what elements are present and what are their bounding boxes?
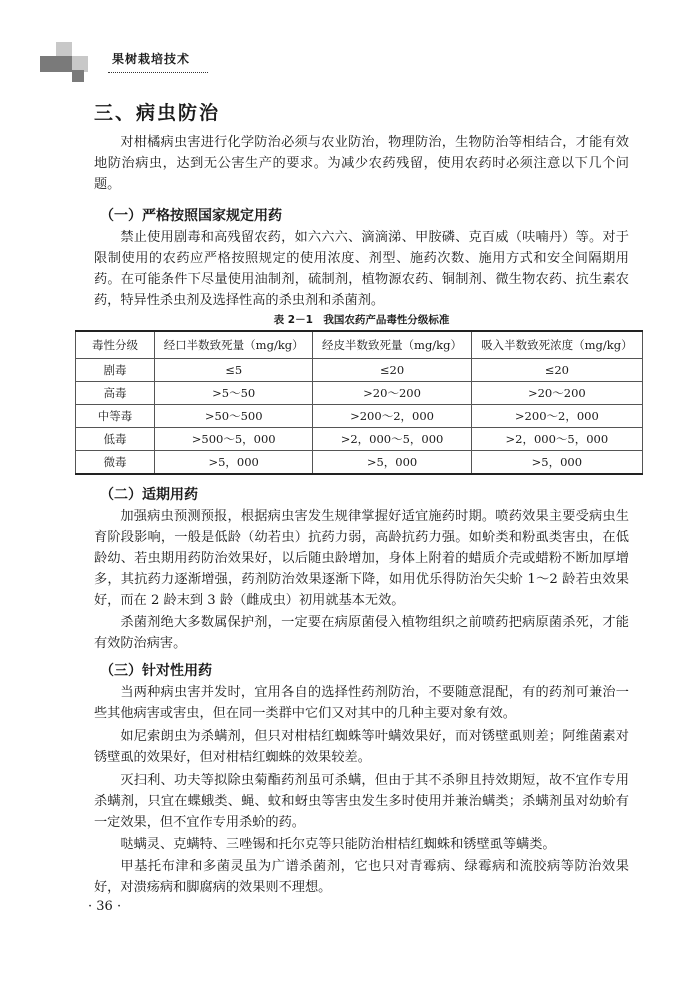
header-decoration bbox=[40, 42, 100, 86]
table-caption: 表 2－1 我国农药产品毒性分级标准 bbox=[273, 314, 450, 326]
table-cell: >2，000～5，000 bbox=[471, 428, 642, 451]
table-row bbox=[76, 405, 643, 428]
section-heading: 三、病虫防治 bbox=[94, 102, 221, 124]
subsection-3-paragraph: 灭扫利、功夫等拟除虫菊酯药剂虽可杀螨，但由于其不杀卵且持效期短，故不宜作专用杀螨剂，只宜在蝶蛾类、蝇、蚊和蚜虫等害虫发生多时使用并兼治螨类；杀螨剂虽对幼蚧有一定效果，但不宜作专用杀蚧的药。 bbox=[94, 773, 629, 830]
decor-square bbox=[72, 70, 84, 82]
table-cell: 低毒 bbox=[76, 428, 155, 451]
table-header-cell: 经皮半数致死量（mg/kg） bbox=[313, 331, 471, 359]
table-header-cell: 毒性分级 bbox=[76, 331, 155, 359]
table-row bbox=[76, 359, 643, 382]
subsection-3-paragraph: 如尼索朗虫为杀螨剂，但只对柑桔红蜘蛛等叶螨效果好，而对锈壁虱则差；阿维菌素对锈壁虱的效果好，但对柑桔红蜘蛛的效果较差。 bbox=[94, 729, 629, 765]
subsection-3-paragraph: 甲基托布津和多菌灵虽为广谱杀菌剂，它也只对青霉病、绿霉病和流胶病等防治效果好，对溃疡病和脚腐病的效果则不理想。 bbox=[94, 859, 629, 895]
table-cell: >5，000 bbox=[471, 451, 642, 475]
table-cell: >5，000 bbox=[155, 451, 313, 475]
table-cell: >2，000～5，000 bbox=[313, 428, 471, 451]
subsection-heading-3: （三）针对性用药 bbox=[100, 663, 212, 679]
table-row bbox=[76, 382, 643, 405]
subsection-3-paragraph: 哒螨灵、克螨特、三唑锡和托尔克等只能防治柑桔红蜘蛛和锈壁虱等螨类。 bbox=[120, 837, 556, 852]
table-cell: >200～2，000 bbox=[471, 405, 642, 428]
table-header-cell: 经口半数致死量（mg/kg） bbox=[155, 331, 313, 359]
table-row bbox=[76, 451, 643, 475]
table-cell: >500～5，000 bbox=[155, 428, 313, 451]
table-header-cell: 吸入半数致死浓度（mg/kg） bbox=[471, 331, 642, 359]
subsection-3-paragraph: 当两种病虫害并发时，宜用各自的选择性药剂防治，不要随意混配，有的药剂可兼治一些其他病害或害虫，但在同一类群中它们又对其中的几种主要对象有效。 bbox=[94, 685, 629, 721]
decor-square bbox=[40, 56, 56, 72]
header-dotted-rule bbox=[108, 72, 208, 73]
table-cell: 剧毒 bbox=[76, 359, 155, 382]
table-cell: >20～200 bbox=[313, 382, 471, 405]
table-cell: 微毒 bbox=[76, 451, 155, 475]
table-cell: >5，000 bbox=[313, 451, 471, 475]
table-header-row bbox=[76, 331, 643, 359]
subsection-2-paragraph: 加强病虫预测预报，根据病虫害发生规律掌握好适宜施药时期。喷药效果主要受病虫生育阶段影响，一般是低龄（幼若虫）抗药力弱，高龄抗药力强。如蚧类和粉虱类害虫，在低龄幼、若虫期用药防治效果好，以后随虫龄增加，身体上附着的蜡质介壳或蜡粉不断加厚增多，其抗药力逐渐增强，药剂防治效果逐渐下降，如用优乐得防治矢尖蚧 1～2 龄若虫效果好，而在 2 龄末到 3 龄（雌成虫）初用就基本无效。 bbox=[94, 509, 629, 608]
subsection-1-paragraph: 禁止使用剧毒和高残留农药，如六六六、滴滴涕、甲胺磷、克百威（呋喃丹）等。对于限制使用的农药应严格按照规定的使用浓度、剂型、施药次数、施用方式和安全间隔期用药。在可能条件下尽量使用油制剂，硫制剂，植物源农药、铜制剂、微生物农药、抗生素农药，特异性杀虫剂及选择性高的杀虫剂和杀菌剂。 bbox=[94, 230, 629, 308]
table-cell: >200～2，000 bbox=[313, 405, 471, 428]
table-cell: >50～500 bbox=[155, 405, 313, 428]
decor-square bbox=[56, 56, 72, 72]
intro-paragraph: 对柑橘病虫害进行化学防治必须与农业防治，物理防治，生物防治等相结合，才能有效地防治病虫，达到无公害生产的要求。为减少农药残留，使用农药时必须注意以下几个问题。 bbox=[94, 135, 629, 192]
toxicity-table bbox=[75, 330, 643, 475]
page-number: · 36 · bbox=[88, 899, 122, 914]
table-cell: 高毒 bbox=[76, 382, 155, 405]
subsection-2-paragraph: 杀菌剂绝大多数属保护剂，一定要在病原菌侵入植物组织之前喷药把病原菌杀死，才能有效防治病害。 bbox=[94, 615, 629, 651]
table-cell: 中等毒 bbox=[76, 405, 155, 428]
subsection-heading-1: （一）严格按照国家规定用药 bbox=[100, 208, 282, 224]
running-header-title: 果树栽培技术 bbox=[112, 52, 191, 66]
subsection-heading-2: （二）适期用药 bbox=[100, 487, 198, 503]
table-cell: >5～50 bbox=[155, 382, 313, 405]
table-cell: ≤20 bbox=[471, 359, 642, 382]
table-row bbox=[76, 428, 643, 451]
table-cell: ≤5 bbox=[155, 359, 313, 382]
table-cell: >20～200 bbox=[471, 382, 642, 405]
table-cell: ≤20 bbox=[313, 359, 471, 382]
